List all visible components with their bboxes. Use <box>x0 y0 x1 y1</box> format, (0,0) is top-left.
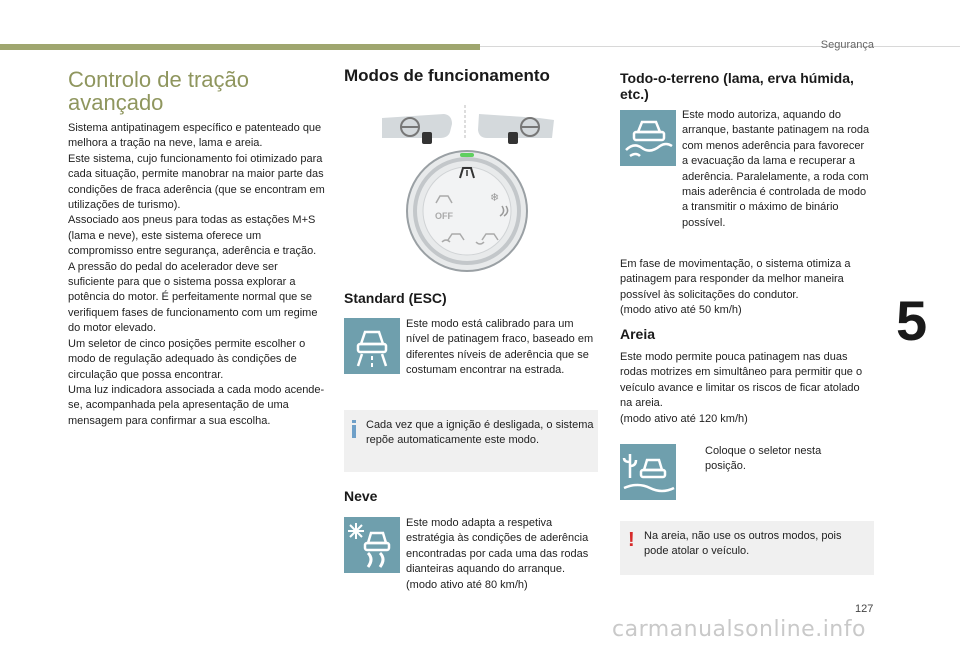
intro-paragraph: Uma luz indicadora associada a cada modo acende-se, acompanhada pela apresentação de uma mensagem para confirmar a sua escolha. <box>68 383 325 427</box>
offroad-text-2: Em fase de movimentação, o sistema otimiza a patinagem para responder da melhor maneira possível às solicitações do condutor. <box>620 258 851 301</box>
intro-paragraph: Sistema antipatinagem específico e patenteado que melhora a tração na neve, lama e areia. <box>68 122 322 150</box>
info-icon <box>352 420 356 438</box>
warning-icon: ! <box>628 529 635 551</box>
svg-text:OFF: OFF <box>435 211 453 221</box>
selector-knob-icon <box>344 100 598 280</box>
snow-mode-icon <box>344 517 400 573</box>
intro-body <box>68 121 326 429</box>
offroad-extra <box>620 257 874 319</box>
sand-bullet-text: Coloque o seletor nesta posição. <box>705 445 822 473</box>
intro-paragraph: A pressão do pedal do acelerador deve ser suficiente para que o sistema possa explorar a potência do motor. É perfeitamente normal que se verifiquem fases de funcionamento com um regime do motor elevado. <box>68 260 318 335</box>
standard-title: Standard (ESC) <box>344 290 447 306</box>
intro-paragraph: Associado aos pneus para todas as estações M+S (lama e neve), este sistema oferece um compromisso entre segurança, aderência e tração. <box>68 214 317 258</box>
mode-selector-illustration <box>344 100 598 280</box>
info-note-box <box>344 410 598 472</box>
svg-text:❄: ❄ <box>490 192 500 204</box>
sand-body <box>620 350 874 427</box>
sand-title: Areia <box>620 326 656 342</box>
intro-title: Controlo de tração avançado <box>68 67 249 115</box>
intro-paragraph: Este sistema, cujo funcionamento foi otimizado para cada situação, permite manobrar na maior parte das condições de fraca aderência (que se encontram em utilizações de turismo). <box>68 152 325 212</box>
offroad-title: Todo-o-terreno (lama, erva húmida, etc.) <box>620 70 854 102</box>
watermark: carmanualsonline.info <box>612 617 866 642</box>
offroad-speed-note: (modo ativo até 50 km/h) <box>620 304 742 317</box>
snow-text <box>406 516 596 593</box>
mud-mode-icon <box>620 110 676 166</box>
snow-title: Neve <box>344 488 378 504</box>
standard-text: Este modo está calibrado para um nível de patinagem fraco, baseado em diferentes níveis de aderência que se costumam encontrar na estrada. <box>406 318 594 377</box>
sand-speed-note: (modo ativo até 120 km/h) <box>620 412 748 425</box>
snow-speed-note: (modo ativo até 80 km/h) <box>406 578 528 591</box>
accent-bar <box>0 44 480 50</box>
info-note-text: Cada vez que a ignição é desligada, o sistema repõe automaticamente este modo. <box>366 419 594 446</box>
offroad-text: Este modo autoriza, aquando do arranque, bastante patinagem na roda com menos aderência para favorecer a evacuação da lama e recuperar a aderência. Paralelamente, a roda com mais aderência é controlada de modo a transmitir o máximo de binário possível. <box>682 109 870 229</box>
sand-mode-icon <box>620 444 676 500</box>
section-name: Segurança <box>820 39 874 51</box>
warning-box <box>620 521 874 575</box>
chapter-number: 5 <box>896 289 928 352</box>
modes-title: Modos de funcionamento <box>344 66 550 85</box>
page-number: 127 <box>855 603 874 615</box>
sand-text: Este modo permite pouca patinagem nas duas rodas motrizes em simultâneo para permitir que o veículo avance e limitar os riscos de ficar atolado na areia. <box>620 351 863 410</box>
snow-description: Este modo adapta a respetiva estratégia às condições de aderência encontradas por cada uma das rodas dianteiras aquando do arranque. <box>406 517 589 576</box>
warning-text: Na areia, não use os outros modos, pois pode atolar o veículo. <box>644 530 842 557</box>
standard-traction-icon <box>344 318 400 374</box>
intro-paragraph: Um seletor de cinco posições permite escolher o modo de regulação adequado às condições de circulação que possa encontrar. <box>68 337 306 381</box>
header-rule <box>480 46 960 47</box>
